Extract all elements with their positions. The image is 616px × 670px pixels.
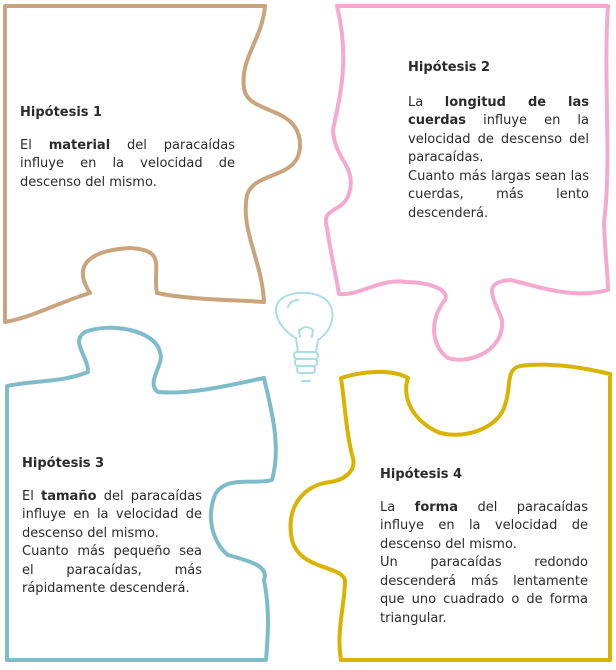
hypothesis-3-paragraph-2 bbox=[22, 543, 202, 599]
text: El bbox=[22, 488, 42, 504]
keyword: forma bbox=[414, 499, 458, 515]
text: del paracaídas influye en la velocidad de descenso del mismo. bbox=[20, 137, 235, 190]
keyword: material bbox=[48, 137, 111, 153]
hypothesis-3-card bbox=[22, 455, 202, 599]
keyword: longitud de las cuerdas bbox=[408, 94, 590, 128]
keyword: tamaño bbox=[41, 488, 97, 504]
hypothesis-1-card bbox=[20, 104, 235, 192]
hypothesis-2-card bbox=[408, 59, 589, 223]
text: La bbox=[408, 94, 445, 110]
hypothesis-1-title: Hipótesis 1 bbox=[20, 105, 103, 120]
hypothesis-2-paragraph-1 bbox=[408, 94, 589, 168]
text: El bbox=[20, 137, 49, 153]
text: Un paracaídas redondo descenderá más lentamente que uno cuadrado o de forma triangular. bbox=[380, 555, 588, 626]
text: del paracaídas influye en la velocidad de descenso del mismo. bbox=[22, 488, 202, 541]
hypothesis-3-title: Hipótesis 3 bbox=[22, 456, 105, 471]
hypothesis-4-title: Hipótesis 4 bbox=[380, 467, 463, 482]
text: influye en la velocidad de descenso del paracaídas. bbox=[408, 113, 589, 165]
hypothesis-4-paragraph-2 bbox=[380, 554, 588, 628]
hypothesis-1-paragraph-1 bbox=[20, 137, 235, 193]
hypothesis-2-title: Hipótesis 2 bbox=[408, 60, 491, 75]
lightbulb-icon bbox=[276, 293, 333, 381]
hypothesis-4-card bbox=[380, 466, 588, 628]
hypothesis-2-paragraph-2 bbox=[408, 168, 589, 224]
text: La bbox=[380, 499, 415, 515]
text: Cuanto más pequeño sea el paracaídas, más rápidamente descenderá. bbox=[22, 544, 202, 596]
text: Cuanto más largas sean las cuerdas, más lento descenderá. bbox=[408, 168, 589, 221]
hypothesis-3-paragraph-1 bbox=[22, 488, 202, 544]
text: del paracaídas influye en la velocidad de descenso del mismo. bbox=[380, 499, 589, 552]
hypothesis-4-paragraph-1 bbox=[380, 499, 588, 555]
